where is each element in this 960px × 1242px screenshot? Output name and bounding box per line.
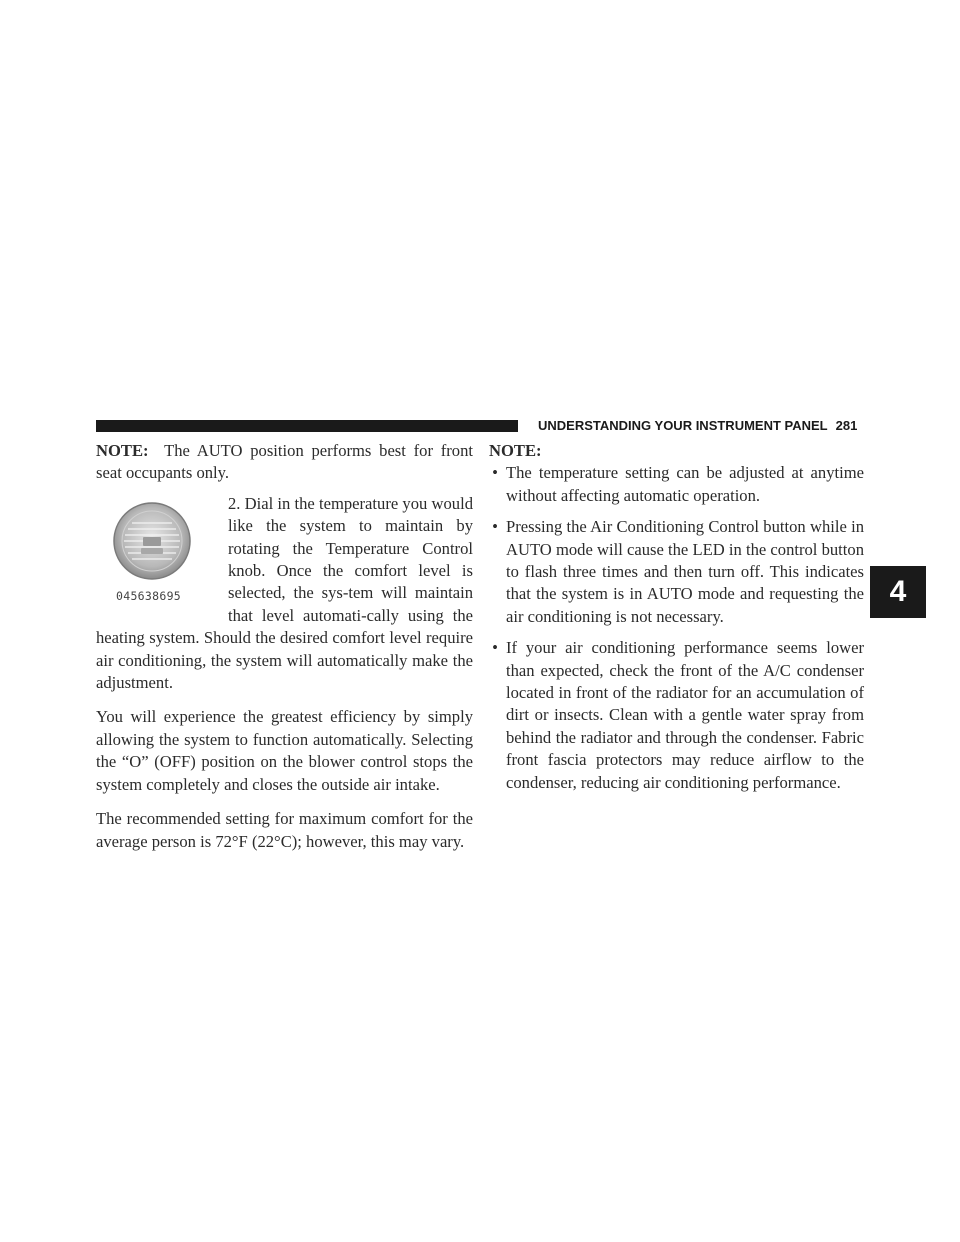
running-header xyxy=(538,418,864,434)
figure-code: 045638695 xyxy=(116,588,182,603)
note-paragraph xyxy=(96,440,473,485)
bullet-icon: • xyxy=(492,517,498,537)
bullet-text: Pressing the Air Conditioning Control button while in AUTO mode will cause the LED in the control button to flash three times and then turn off. This indicates that the system is in AUTO mode and requesting the air conditioning is not necessary. xyxy=(506,517,864,626)
step-2-text: 2. Dial in the temperature you would like the system to maintain by rotating the Temperature Control knob. Once the comfort level is selected, the sys-tem will maintain that level automati-cally using the heating system. Should the desired comfort level require air conditioning, the system will automatically make the adjustment. xyxy=(96,493,473,693)
right-column xyxy=(489,440,864,803)
bullet-text: The temperature setting can be adjusted at anytime without affecting automatic operation. xyxy=(506,463,864,505)
efficiency-paragraph: You will experience the greatest efficiency by simply allowing the system to function automatically. Selecting the “O” (OFF) position on the blower control stops the system completely and closes the outside air intake. xyxy=(96,707,473,794)
list-item xyxy=(489,462,864,507)
list-item xyxy=(489,516,864,628)
note-label: NOTE: xyxy=(96,441,149,460)
header-rule xyxy=(96,420,518,432)
bullet-text: If your air conditioning performance seems lower than expected, check the front of the A/C condenser located in front of the radiator for an accumulation of dirt or insects. Clean with a gentle water spray from behind the radiator and through the condenser. Fabric front fascia protectors may reduce airflow to the condenser, reducing air conditioning performance. xyxy=(506,638,864,792)
note-bullet-list xyxy=(489,462,864,794)
section-title: UNDERSTANDING YOUR INSTRUMENT PANEL xyxy=(538,418,828,433)
temperature-dial-figure xyxy=(96,499,220,607)
note-text: The AUTO position performs best for front seat occupants only. xyxy=(96,441,473,483)
chapter-tab: 4 xyxy=(870,566,926,618)
temperature-dial-icon xyxy=(112,501,192,581)
recommended-setting-paragraph: The recommended setting for maximum comfort for the average person is 72°F (22°C); however, this may vary. xyxy=(96,809,473,851)
left-column xyxy=(96,440,473,853)
bullet-icon: • xyxy=(492,463,498,483)
page-number: 281 xyxy=(835,418,858,433)
bullet-icon: • xyxy=(492,638,498,658)
step-block xyxy=(96,493,473,695)
note-heading: NOTE: xyxy=(489,441,542,460)
list-item xyxy=(489,637,864,794)
